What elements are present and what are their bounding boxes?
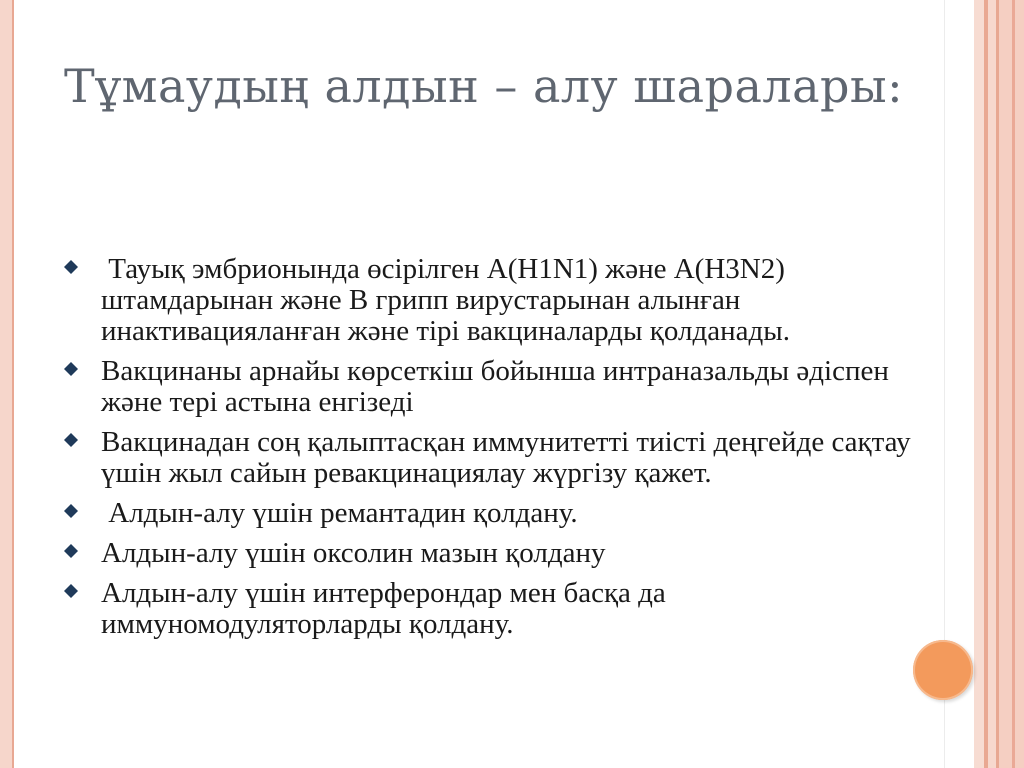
bullet-text: Вакцинаны арнайы көрсеткіш бойынша интраназальды әдіспен және тері астына енгізеді xyxy=(101,355,889,418)
left-border-stripe xyxy=(0,0,12,768)
bullet-text: Алдын-алу үшін ремантадин қолдану. xyxy=(101,497,578,529)
bullet-item xyxy=(64,356,944,418)
bullet-item xyxy=(64,498,944,529)
bullet-text: Алдын-алу үшін интерферондар мен басқа да иммуномодуляторларды қолдану. xyxy=(101,577,666,640)
diamond-bullet-icon xyxy=(64,362,78,376)
diamond-bullet-icon xyxy=(64,433,78,447)
diamond-bullet-icon xyxy=(64,544,78,558)
right-border-line xyxy=(1012,0,1015,768)
bullet-text: Алдын-алу үшін оксолин мазын қолдану xyxy=(101,537,606,569)
bullet-item xyxy=(64,538,944,569)
bullet-item xyxy=(64,254,944,347)
bullet-list xyxy=(64,254,944,649)
diamond-bullet-icon xyxy=(64,584,78,598)
bullet-text: Тауық эмбрионында өсірілген A(H1N1) және A(H3N2) штамдарынан және B грипп вирустарынан алынған инактивацияланған және тірі вакциналарды қолданады. xyxy=(101,253,793,347)
right-border-stripe xyxy=(974,0,984,768)
left-border-line xyxy=(12,0,14,768)
bullet-text: Вакцинадан соң қалыптасқан иммунитетті тиісті деңгейде сақтау үшін жыл сайын ревакцинациялау жүргізу қажет. xyxy=(101,426,911,489)
right-border-stripe xyxy=(988,0,996,768)
slide-title: Тұмаудың алдын – алу шаралары: xyxy=(64,59,904,113)
diamond-bullet-icon xyxy=(64,504,78,518)
diamond-bullet-icon xyxy=(64,260,78,274)
bullet-item xyxy=(64,427,944,489)
bullet-item xyxy=(64,578,944,640)
orange-circle-decoration xyxy=(913,640,973,700)
